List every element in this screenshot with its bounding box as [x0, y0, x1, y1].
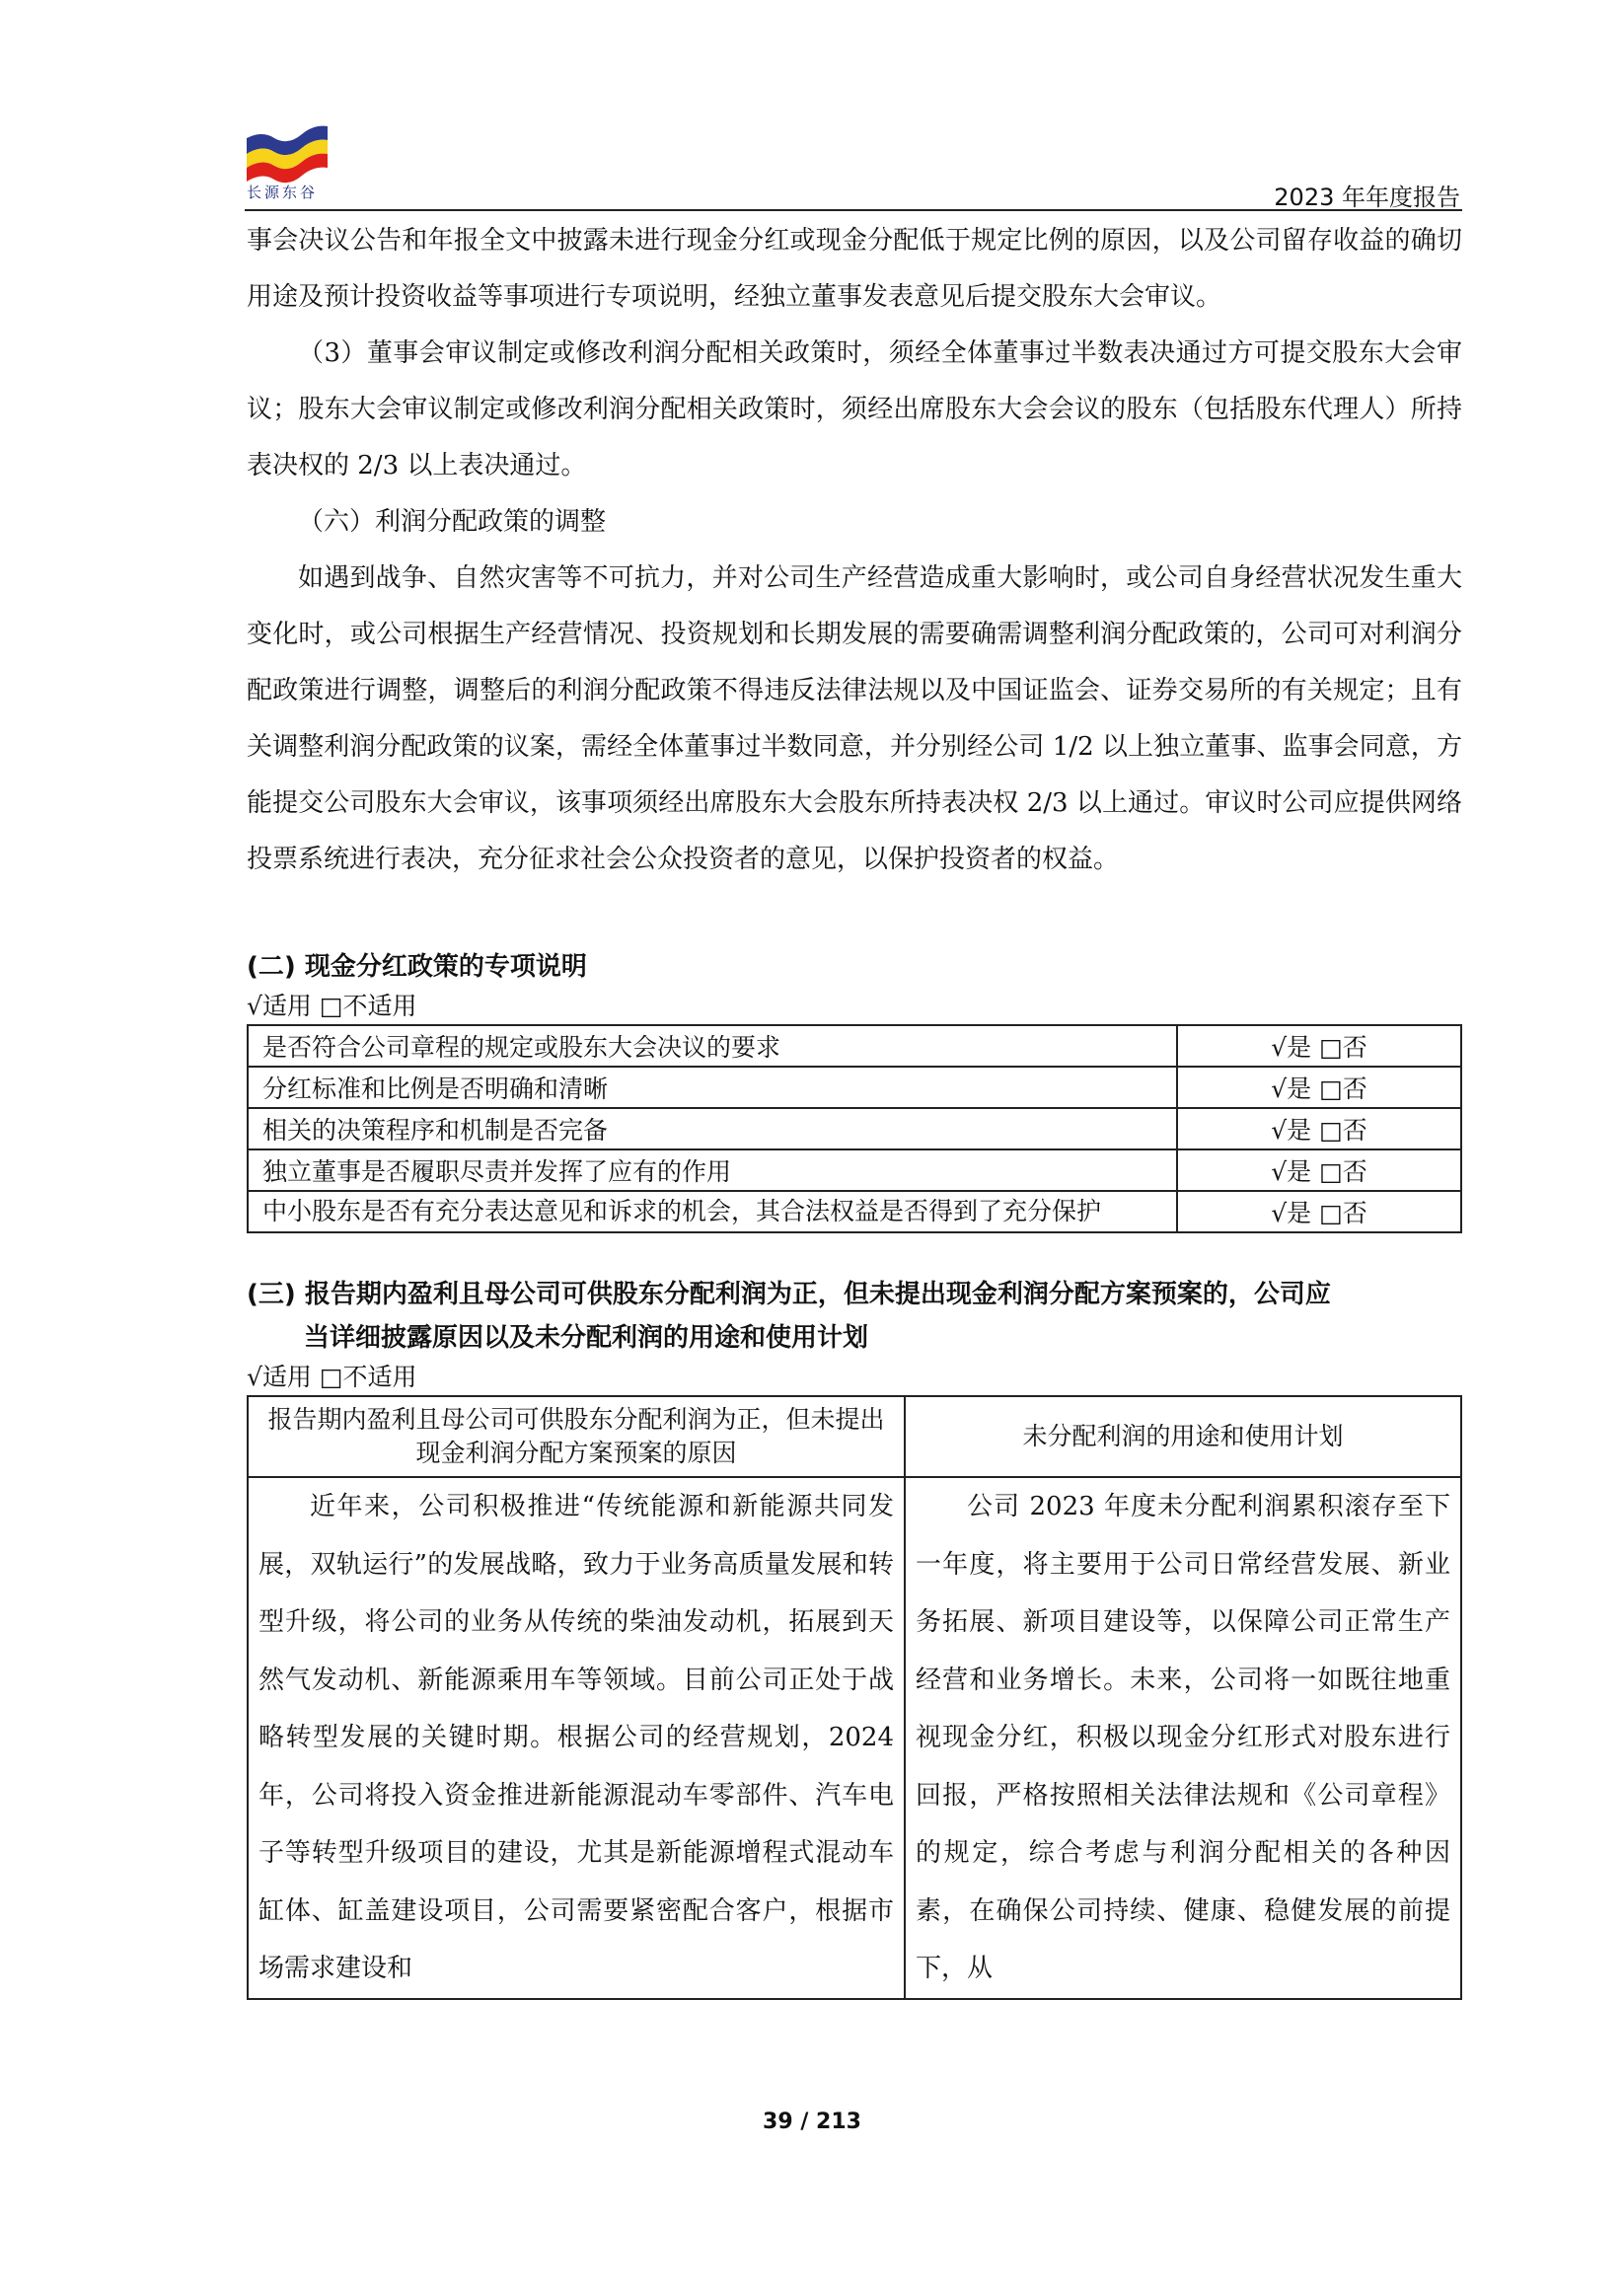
- answer-cell: √是 □否: [1177, 1108, 1461, 1149]
- subsection-title: （六）利润分配政策的调整: [298, 507, 607, 537]
- question-cell: 中小股东是否有充分表达意见和诉求的机会，其合法权益是否得到了充分保护: [248, 1191, 1177, 1232]
- header-divider: [245, 209, 1462, 211]
- applicability-note: √适用 □不适用: [247, 1363, 417, 1391]
- policy-checklist-table: [247, 1024, 1462, 1233]
- table-row: [248, 1108, 1461, 1149]
- plan-text: 公司 2023 年度未分配利润累积滚存至下一年度，将主要用于公司日常经营发展、新业务拓展、新项目建设等，以保障公司正常生产经营和业务增长。未来，公司将一如既往地重视现金分红，积极以现金分红形式对股东进行回报，严格按照相关法律法规和《公司章程》的规定，综合考虑与利润分配相关的各种因素，在确保公司持续、健康、稳健发展的前提下，从: [905, 1477, 1461, 1999]
- paragraph: （3）董事会审议制定或修改利润分配相关政策时，须经全体董事过半数表决通过方可提交股东大会审议；股东大会审议制定或修改利润分配相关政策时，须经出席股东大会会议的股东（包括股东代理人）所持表决权的 2/3 以上表决通过。: [247, 338, 1462, 481]
- question-cell: 相关的决策程序和机制是否完备: [248, 1108, 1177, 1149]
- reason-text: 近年来，公司积极推进“传统能源和新能源共同发展，双轨运行”的发展战略，致力于业务高质量发展和转型升级，将公司的业务从传统的柴油发动机，拓展到天然气发动机、新能源乘用车等领域。目前公司正处于战略转型发展的关键时期。根据公司的经营规划，2024 年，公司将投入资金推进新能源混动车零部件、汽车电子等转型升级项目的建设，尤其是新能源增程式混动车缸体、缸盖建设项目，公司需要紧密配合客户，根据市场需求建设和: [248, 1477, 905, 1999]
- table-row: [248, 1067, 1461, 1108]
- table-row: [248, 1025, 1461, 1067]
- answer-cell: √是 □否: [1177, 1149, 1461, 1191]
- paragraph: 事会决议公告和年报全文中披露未进行现金分红或现金分配低于规定比例的原因，以及公司留存收益的确切用途及预计投资收益等事项进行专项说明，经独立董事发表意见后提交股东大会审议。: [247, 226, 1462, 312]
- answer-cell: √是 □否: [1177, 1067, 1461, 1108]
- table-row: [248, 1477, 1461, 1999]
- question-cell: 独立董事是否履职尽责并发挥了应有的作用: [248, 1149, 1177, 1191]
- column-header: 未分配利润的用途和使用计划: [905, 1396, 1461, 1477]
- answer-cell: √是 □否: [1177, 1191, 1461, 1232]
- table-row: [248, 1191, 1461, 1232]
- question-cell: 分红标准和比例是否明确和清晰: [248, 1067, 1177, 1108]
- section-heading: (二) 现金分红政策的专项说明: [247, 952, 587, 982]
- spacer: [247, 1233, 1462, 1273]
- question-cell: 是否符合公司章程的规定或股东大会决议的要求: [248, 1025, 1177, 1067]
- table-header-row: [248, 1396, 1461, 1477]
- undistributed-profit-table: [247, 1395, 1462, 2000]
- paragraph: 如遇到战争、自然灾害等不可抗力，并对公司生产经营造成重大影响时，或公司自身经营状况发生重大变化时，或公司根据生产经营情况、投资规划和长期发展的需要确需调整利润分配政策的，公司可对利润分配政策进行调整，调整后的利润分配政策不得违反法律法规以及中国证监会、证券交易所的有关规定；且有关调整利润分配政策的议案，需经全体董事过半数同意，并分别经公司 1/2 以上独立董事、监事会同意，方能提交公司股东大会审议，该事项须经出席股东大会股东所持表决权 2/3 以上通过。审议时公司应提供网络投票系统进行表决，充分征求社会公众投资者的意见，以保护投资者的权益。: [247, 563, 1462, 874]
- logo-text: 长源东谷: [247, 184, 319, 201]
- main-content: [247, 213, 1462, 2000]
- table-row: [248, 1149, 1461, 1191]
- section-heading: (三) 报告期内盈利且母公司可供股东分配利润为正，但未提出现金利润分配方案预案的，公司应: [247, 1280, 1331, 1309]
- answer-cell: √是 □否: [1177, 1025, 1461, 1067]
- applicability-note: √适用 □不适用: [247, 992, 417, 1020]
- section-heading-continued: 当详细披露原因以及未分配利润的用途和使用计划: [304, 1323, 869, 1353]
- report-title: 2023 年年度报告: [1274, 184, 1460, 211]
- column-header: 报告期内盈利且母公司可供股东分配利润为正，但未提出现金利润分配方案预案的原因: [248, 1396, 905, 1477]
- spacer: [247, 888, 1462, 945]
- page-number: 39 / 213: [763, 2110, 861, 2134]
